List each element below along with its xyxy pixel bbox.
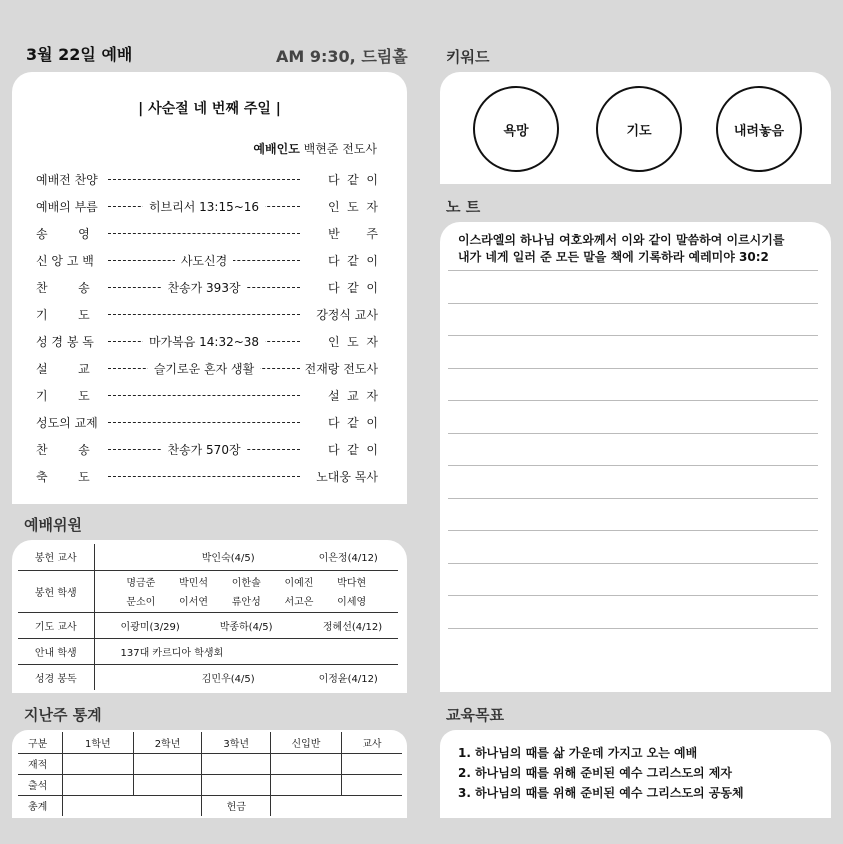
order-detail-wrap bbox=[108, 360, 300, 377]
notes-card bbox=[440, 222, 831, 692]
staff-name: 박종하(4/5) bbox=[219, 621, 273, 633]
order-label: 기 도 bbox=[36, 389, 90, 403]
stats-cell[interactable] bbox=[62, 774, 133, 795]
student-name: 명금준 bbox=[126, 578, 156, 589]
dashed-leader bbox=[108, 422, 300, 423]
staff-cell bbox=[94, 612, 398, 638]
dashed-leader bbox=[108, 233, 300, 234]
stats-cell[interactable] bbox=[341, 753, 402, 774]
staff-name: 이정윤(4/12) bbox=[318, 673, 378, 685]
note-line bbox=[448, 498, 818, 499]
stats-header: 교사 bbox=[341, 732, 402, 753]
dashed-leader bbox=[108, 314, 300, 315]
table-row bbox=[18, 638, 398, 664]
scripture-verse bbox=[458, 232, 784, 266]
stats-cell[interactable] bbox=[271, 774, 342, 795]
stats-cell[interactable] bbox=[341, 774, 402, 795]
stats-header: 신입반 bbox=[271, 732, 342, 753]
order-item bbox=[36, 252, 378, 270]
student-name: 이서연 bbox=[179, 597, 209, 608]
table-row bbox=[18, 544, 398, 570]
note-line bbox=[448, 368, 818, 369]
row-label: 기도 교사 bbox=[18, 612, 94, 638]
student-name: 이예진 bbox=[284, 578, 314, 589]
staff-cell bbox=[94, 544, 398, 570]
service-time: AM 9:30, 드림홀 bbox=[276, 47, 408, 66]
order-label: 찬 송 bbox=[36, 443, 90, 457]
stats-row-label: 재적 bbox=[18, 753, 62, 774]
verse-line: 이스라엘의 하나님 여호와께서 이와 같이 말씀하여 이르시기를 bbox=[458, 233, 785, 247]
dashed-leader bbox=[108, 395, 300, 396]
order-item bbox=[36, 360, 378, 378]
order-label: 성도의 교제 bbox=[36, 416, 98, 430]
order-detail: 히브리서 13:15~16 bbox=[143, 200, 265, 214]
stats-table bbox=[18, 732, 402, 816]
dashed-leader bbox=[108, 179, 300, 180]
stats-cell[interactable] bbox=[133, 753, 202, 774]
stats-row-label: 출석 bbox=[18, 774, 62, 795]
stats-header: 1학년 bbox=[62, 732, 133, 753]
staff-cell bbox=[94, 570, 398, 612]
note-line bbox=[448, 465, 818, 466]
order-item bbox=[36, 387, 378, 405]
order-item bbox=[36, 441, 378, 459]
student-name: 문소이 bbox=[126, 597, 156, 608]
order-item bbox=[36, 198, 378, 216]
order-detail: 슬기로운 혼자 생활 bbox=[148, 362, 260, 376]
student-name: 박다현 bbox=[337, 578, 367, 589]
note-line bbox=[448, 303, 818, 304]
stats-header: 3학년 bbox=[202, 732, 271, 753]
order-person: 강정식 교사 bbox=[316, 308, 378, 322]
student-name: 서고은 bbox=[284, 597, 314, 608]
order-label: 축 도 bbox=[36, 470, 90, 484]
order-person: 다 같 이 bbox=[327, 254, 378, 268]
staff-name: 박인숙(4/5) bbox=[201, 553, 255, 565]
order-person: 전재랑 전도사 bbox=[304, 362, 378, 376]
student-names bbox=[95, 574, 399, 608]
goals-title: 교육목표 bbox=[446, 706, 504, 724]
order-item bbox=[36, 468, 378, 486]
stats-cell[interactable] bbox=[202, 753, 271, 774]
leader-label: 예배인도 bbox=[253, 142, 300, 156]
stats-header: 구분 bbox=[18, 732, 62, 753]
keyword-bubble: 내려놓음 bbox=[716, 86, 802, 172]
stats-cell[interactable] bbox=[202, 774, 271, 795]
order-detail: 찬송가 570장 bbox=[161, 443, 246, 457]
order-detail-wrap bbox=[108, 441, 300, 458]
service-date: 3월 22일 예배 bbox=[26, 45, 133, 64]
row-label: 봉헌 교사 bbox=[18, 544, 94, 570]
keywords-card bbox=[440, 72, 831, 184]
goal-item: 2. 하나님의 때를 위해 준비된 예수 그리스도의 제자 bbox=[458, 766, 732, 780]
dashed-leader bbox=[108, 476, 300, 477]
table-row bbox=[18, 612, 398, 638]
table-row bbox=[18, 570, 398, 612]
stats-cell[interactable] bbox=[62, 753, 133, 774]
order-person: 반 주 bbox=[328, 227, 378, 241]
order-person: 다 같 이 bbox=[327, 281, 378, 295]
order-label: 송 영 bbox=[36, 227, 90, 241]
student-name: 이한솔 bbox=[231, 578, 261, 589]
staff-table bbox=[18, 544, 398, 690]
order-of-service-card bbox=[12, 72, 407, 504]
staff-card bbox=[12, 540, 407, 693]
row-label: 봉헌 학생 bbox=[18, 570, 94, 612]
student-name: 이세영 bbox=[337, 597, 367, 608]
note-line bbox=[448, 563, 818, 564]
order-label: 신 앙 고 백 bbox=[36, 254, 94, 268]
staff-name: 이은정(4/12) bbox=[318, 553, 378, 565]
order-person: 다 같 이 bbox=[327, 416, 378, 430]
total-label: 총계 bbox=[18, 795, 62, 816]
row-label: 안내 학생 bbox=[18, 638, 94, 664]
note-line bbox=[448, 433, 818, 434]
order-detail: 찬송가 393장 bbox=[161, 281, 246, 295]
student-name: 류안성 bbox=[231, 597, 261, 608]
table-row bbox=[18, 753, 402, 774]
order-person: 인 도 자 bbox=[327, 200, 378, 214]
stats-header: 2학년 bbox=[133, 732, 202, 753]
notes-title: 노 트 bbox=[446, 198, 481, 216]
stats-cell[interactable] bbox=[271, 753, 342, 774]
stats-card bbox=[12, 730, 407, 818]
staff-name: 정혜선(4/12) bbox=[322, 621, 383, 633]
table-row bbox=[18, 732, 402, 753]
order-item bbox=[36, 414, 378, 432]
order-item bbox=[36, 225, 378, 243]
worship-leader bbox=[253, 140, 377, 157]
order-item bbox=[36, 171, 378, 189]
offering-label: 헌금 bbox=[202, 795, 271, 816]
note-line bbox=[448, 400, 818, 401]
verse-line: 내가 네게 일러 준 모든 말을 책에 기록하라 예레미야 30:2 bbox=[458, 250, 769, 264]
order-detail-wrap bbox=[108, 198, 300, 215]
staff-cell: 137대 카르디아 학생회 bbox=[94, 638, 398, 664]
order-label: 찬 송 bbox=[36, 281, 90, 295]
note-line bbox=[448, 530, 818, 531]
table-row bbox=[18, 774, 402, 795]
order-detail: 마가복음 14:32~38 bbox=[143, 335, 265, 349]
keyword-bubble: 욕망 bbox=[473, 86, 559, 172]
stats-cell[interactable] bbox=[133, 774, 202, 795]
goal-item: 3. 하나님의 때를 위해 준비된 예수 그리스도의 공동체 bbox=[458, 786, 744, 800]
table-row bbox=[18, 795, 402, 816]
order-detail-wrap bbox=[108, 252, 300, 269]
stats-cell bbox=[271, 795, 402, 816]
staff-title: 예배위원 bbox=[24, 516, 82, 534]
stats-title: 지난주 통계 bbox=[24, 706, 102, 724]
order-label: 예배전 찬양 bbox=[36, 173, 98, 187]
order-label: 예배의 부름 bbox=[36, 200, 98, 214]
student-name: 박민석 bbox=[179, 578, 209, 589]
order-person: 다 같 이 bbox=[327, 443, 378, 457]
order-person: 다 같 이 bbox=[327, 173, 378, 187]
table-row bbox=[18, 664, 398, 690]
order-label: 기 도 bbox=[36, 308, 90, 322]
order-label: 성 경 봉 독 bbox=[36, 335, 94, 349]
keyword-bubble: 기도 bbox=[596, 86, 682, 172]
order-detail-wrap bbox=[108, 279, 300, 296]
order-detail-wrap bbox=[108, 333, 300, 350]
note-line bbox=[448, 628, 818, 629]
keywords-title: 키워드 bbox=[446, 48, 490, 66]
row-label: 성경 봉독 bbox=[18, 664, 94, 690]
staff-cell bbox=[94, 664, 398, 690]
order-item bbox=[36, 306, 378, 324]
order-item bbox=[36, 279, 378, 297]
goal-item: 1. 하나님의 때를 삶 가운데 가지고 오는 예배 bbox=[458, 746, 698, 760]
order-item bbox=[36, 333, 378, 351]
stats-cell bbox=[62, 795, 201, 816]
order-person: 노대웅 목사 bbox=[316, 470, 378, 484]
note-line bbox=[448, 270, 818, 271]
order-detail: 사도신경 bbox=[175, 254, 233, 268]
goals-card bbox=[440, 730, 831, 818]
note-line bbox=[448, 335, 818, 336]
staff-name: 김민우(4/5) bbox=[201, 673, 255, 685]
order-person: 인 도 자 bbox=[327, 335, 378, 349]
staff-name: 이광미(3/29) bbox=[120, 621, 180, 633]
note-line bbox=[448, 595, 818, 596]
order-label: 설 교 bbox=[36, 362, 90, 376]
service-title: | 사순절 네 번째 주일 | bbox=[138, 101, 281, 117]
leader-name: 백현준 전도사 bbox=[303, 142, 377, 156]
order-person: 설 교 자 bbox=[327, 389, 378, 403]
